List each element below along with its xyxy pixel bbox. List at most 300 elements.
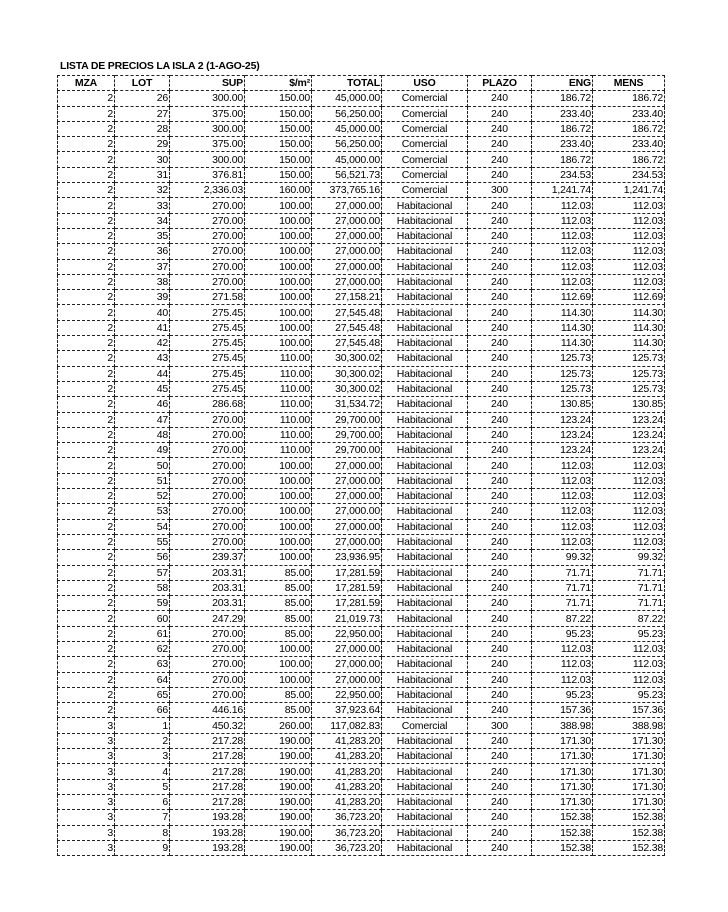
cell-plazo: 240 [468,366,532,381]
cell-mza: 2 [58,458,115,473]
cell-lot: 5 [115,779,170,794]
table-row [58,534,665,549]
cell-sup: 275.45 [170,366,245,381]
cell-total: 373,765.16 [312,183,382,198]
cell-total: 27,000.00 [312,657,382,672]
cell-sup: 270.00 [170,458,245,473]
cell-mens: 112.03 [593,672,665,687]
table-row [58,259,665,274]
cell-lot: 46 [115,397,170,412]
cell-eng: 114.30 [532,320,593,335]
cell-eng: 87.22 [532,611,593,626]
cell-mza: 2 [58,397,115,412]
cell-plazo: 240 [468,473,532,488]
cell-sup: 275.45 [170,381,245,396]
cell-total: 37,923.64 [312,703,382,718]
cell-plazo: 240 [468,320,532,335]
cell-price-per-m2: 190.00 [245,749,312,764]
cell-plazo: 240 [468,596,532,611]
cell-price-per-m2: 100.00 [245,290,312,305]
cell-lot: 53 [115,504,170,519]
cell-plazo: 240 [468,580,532,595]
cell-uso: Habitacional [382,443,468,458]
table-row [58,381,665,396]
cell-plazo: 240 [468,305,532,320]
cell-total: 30,300.02 [312,366,382,381]
cell-total: 17,281.59 [312,580,382,595]
cell-mens: 1,241.74 [593,183,665,198]
table-row [58,703,665,718]
cell-plazo: 240 [468,336,532,351]
cell-mens: 152.38 [593,840,665,855]
cell-eng: 123.24 [532,427,593,442]
cell-eng: 112.03 [532,473,593,488]
cell-uso: Habitacional [382,749,468,764]
cell-mens: 112.69 [593,290,665,305]
cell-price-per-m2: 150.00 [245,91,312,106]
cell-sup: 375.00 [170,137,245,152]
cell-mza: 2 [58,657,115,672]
cell-mens: 112.03 [593,519,665,534]
cell-uso: Habitacional [382,473,468,488]
table-row [58,427,665,442]
table-row [58,550,665,565]
cell-mens: 71.71 [593,565,665,580]
cell-price-per-m2: 100.00 [245,213,312,228]
cell-total: 30,300.02 [312,381,382,396]
cell-mens: 112.03 [593,228,665,243]
cell-total: 27,000.00 [312,473,382,488]
cell-mens: 123.24 [593,427,665,442]
cell-eng: 171.30 [532,733,593,748]
cell-lot: 33 [115,198,170,213]
cell-mens: 112.03 [593,489,665,504]
cell-mza: 3 [58,810,115,825]
cell-plazo: 240 [468,565,532,580]
cell-lot: 64 [115,672,170,687]
cell-plazo: 240 [468,427,532,442]
cell-price-per-m2: 150.00 [245,152,312,167]
cell-lot: 52 [115,489,170,504]
cell-mza: 2 [58,473,115,488]
cell-total: 36,723.20 [312,825,382,840]
cell-plazo: 240 [468,672,532,687]
table-row [58,183,665,198]
cell-eng: 112.03 [532,244,593,259]
cell-mens: 171.30 [593,779,665,794]
cell-sup: 300.00 [170,121,245,136]
cell-mens: 388.98 [593,718,665,733]
table-row [58,825,665,840]
cell-mza: 2 [58,290,115,305]
cell-mza: 2 [58,106,115,121]
cell-eng: 186.72 [532,152,593,167]
cell-uso: Habitacional [382,198,468,213]
cell-mza: 2 [58,244,115,259]
table-row [58,504,665,519]
table-row [58,641,665,656]
table-row [58,366,665,381]
cell-eng: 130.85 [532,397,593,412]
cell-sup: 270.00 [170,504,245,519]
cell-price-per-m2: 150.00 [245,121,312,136]
cell-eng: 112.03 [532,274,593,289]
cell-plazo: 240 [468,381,532,396]
cell-eng: 112.03 [532,534,593,549]
table-row [58,198,665,213]
cell-price-per-m2: 100.00 [245,198,312,213]
cell-sup: 275.45 [170,320,245,335]
cell-total: 27,545.48 [312,320,382,335]
cell-lot: 54 [115,519,170,534]
cell-eng: 114.30 [532,305,593,320]
cell-plazo: 240 [468,106,532,121]
cell-total: 36,723.20 [312,810,382,825]
cell-price-per-m2: 190.00 [245,733,312,748]
column-header-plazo: PLAZO [468,76,532,91]
cell-uso: Habitacional [382,351,468,366]
page-title: LISTA DE PRECIOS LA ISLA 2 (1-AGO-25) [60,60,260,72]
cell-mens: 99.32 [593,550,665,565]
cell-sup: 286.68 [170,397,245,412]
cell-uso: Comercial [382,106,468,121]
cell-total: 27,000.00 [312,534,382,549]
table-row [58,443,665,458]
cell-sup: 203.31 [170,580,245,595]
cell-uso: Habitacional [382,336,468,351]
cell-plazo: 240 [468,167,532,182]
cell-plazo: 240 [468,550,532,565]
cell-mza: 2 [58,213,115,228]
cell-lot: 8 [115,825,170,840]
cell-total: 45,000.00 [312,121,382,136]
cell-sup: 217.28 [170,764,245,779]
table-row [58,91,665,106]
cell-total: 22,950.00 [312,626,382,641]
cell-uso: Comercial [382,121,468,136]
cell-lot: 55 [115,534,170,549]
cell-lot: 26 [115,91,170,106]
cell-sup: 217.28 [170,779,245,794]
cell-plazo: 240 [468,657,532,672]
cell-mza: 2 [58,519,115,534]
cell-plazo: 240 [468,412,532,427]
cell-plazo: 240 [468,198,532,213]
cell-eng: 112.03 [532,641,593,656]
cell-eng: 112.03 [532,657,593,672]
cell-sup: 270.00 [170,687,245,702]
cell-lot: 29 [115,137,170,152]
cell-total: 56,250.00 [312,106,382,121]
cell-sup: 217.28 [170,794,245,809]
cell-price-per-m2: 85.00 [245,687,312,702]
cell-total: 27,000.00 [312,228,382,243]
cell-mza: 2 [58,121,115,136]
cell-plazo: 240 [468,489,532,504]
cell-total: 41,283.20 [312,794,382,809]
cell-lot: 6 [115,794,170,809]
cell-price-per-m2: 100.00 [245,305,312,320]
cell-total: 27,000.00 [312,504,382,519]
cell-uso: Habitacional [382,565,468,580]
cell-uso: Habitacional [382,687,468,702]
cell-mens: 171.30 [593,764,665,779]
cell-eng: 71.71 [532,596,593,611]
cell-lot: 42 [115,336,170,351]
cell-eng: 112.03 [532,519,593,534]
cell-sup: 193.28 [170,810,245,825]
cell-mza: 2 [58,259,115,274]
cell-price-per-m2: 85.00 [245,565,312,580]
cell-mens: 95.23 [593,626,665,641]
cell-eng: 171.30 [532,764,593,779]
cell-lot: 7 [115,810,170,825]
cell-eng: 95.23 [532,687,593,702]
cell-mens: 171.30 [593,733,665,748]
cell-uso: Habitacional [382,397,468,412]
cell-price-per-m2: 85.00 [245,596,312,611]
cell-price-per-m2: 190.00 [245,779,312,794]
price-list-table [57,75,665,856]
cell-lot: 31 [115,167,170,182]
table-row [58,596,665,611]
cell-uso: Comercial [382,183,468,198]
cell-uso: Habitacional [382,244,468,259]
cell-sup: 203.31 [170,596,245,611]
cell-plazo: 240 [468,764,532,779]
cell-uso: Habitacional [382,611,468,626]
table-row [58,121,665,136]
cell-mens: 186.72 [593,152,665,167]
cell-uso: Habitacional [382,489,468,504]
cell-mza: 3 [58,825,115,840]
column-header-mens: MENS [593,76,665,91]
cell-mza: 2 [58,228,115,243]
cell-uso: Habitacional [382,290,468,305]
cell-mza: 2 [58,351,115,366]
cell-total: 27,000.00 [312,244,382,259]
cell-price-per-m2: 85.00 [245,703,312,718]
cell-price-per-m2: 150.00 [245,137,312,152]
cell-plazo: 240 [468,825,532,840]
cell-mza: 2 [58,427,115,442]
cell-mens: 112.03 [593,198,665,213]
cell-sup: 275.45 [170,305,245,320]
cell-lot: 44 [115,366,170,381]
cell-total: 27,158.21 [312,290,382,305]
cell-price-per-m2: 100.00 [245,641,312,656]
cell-sup: 270.00 [170,274,245,289]
cell-mens: 234.53 [593,167,665,182]
cell-plazo: 240 [468,504,532,519]
cell-mens: 112.03 [593,458,665,473]
table-row [58,336,665,351]
table-row [58,794,665,809]
cell-mens: 186.72 [593,91,665,106]
cell-plazo: 240 [468,259,532,274]
cell-mens: 112.03 [593,274,665,289]
cell-plazo: 240 [468,458,532,473]
cell-plazo: 240 [468,641,532,656]
table-row [58,489,665,504]
cell-price-per-m2: 190.00 [245,810,312,825]
cell-sup: 270.00 [170,641,245,656]
cell-mens: 87.22 [593,611,665,626]
cell-mza: 2 [58,534,115,549]
table-row [58,611,665,626]
cell-total: 27,000.00 [312,198,382,213]
table-row [58,152,665,167]
cell-lot: 60 [115,611,170,626]
cell-price-per-m2: 150.00 [245,167,312,182]
cell-sup: 270.00 [170,412,245,427]
cell-mza: 2 [58,703,115,718]
table-row [58,779,665,794]
cell-uso: Habitacional [382,504,468,519]
cell-price-per-m2: 110.00 [245,381,312,396]
cell-mens: 112.03 [593,641,665,656]
cell-sup: 275.45 [170,336,245,351]
table-row [58,749,665,764]
table-row [58,672,665,687]
table-row [58,351,665,366]
cell-plazo: 240 [468,351,532,366]
cell-lot: 57 [115,565,170,580]
cell-mza: 3 [58,794,115,809]
cell-sup: 275.45 [170,351,245,366]
cell-total: 56,250.00 [312,137,382,152]
cell-mza: 2 [58,687,115,702]
cell-lot: 4 [115,764,170,779]
cell-mens: 171.30 [593,794,665,809]
cell-mza: 2 [58,611,115,626]
cell-total: 27,000.00 [312,489,382,504]
cell-mza: 2 [58,336,115,351]
cell-sup: 271.58 [170,290,245,305]
cell-uso: Habitacional [382,366,468,381]
cell-mens: 125.73 [593,381,665,396]
cell-eng: 234.53 [532,167,593,182]
cell-plazo: 240 [468,91,532,106]
cell-lot: 38 [115,274,170,289]
cell-lot: 34 [115,213,170,228]
cell-mens: 233.40 [593,106,665,121]
table-row [58,733,665,748]
cell-sup: 450.32 [170,718,245,733]
table-row [58,228,665,243]
cell-uso: Habitacional [382,427,468,442]
cell-total: 56,521.73 [312,167,382,182]
column-header-total: TOTAL [312,76,382,91]
table-row [58,580,665,595]
cell-lot: 2 [115,733,170,748]
cell-eng: 233.40 [532,106,593,121]
cell-price-per-m2: 100.00 [245,458,312,473]
column-header-mza: MZA [58,76,115,91]
cell-eng: 1,241.74 [532,183,593,198]
cell-lot: 37 [115,259,170,274]
cell-plazo: 240 [468,534,532,549]
cell-uso: Habitacional [382,550,468,565]
cell-plazo: 240 [468,626,532,641]
cell-mza: 2 [58,366,115,381]
cell-mza: 2 [58,580,115,595]
cell-total: 45,000.00 [312,152,382,167]
cell-price-per-m2: 110.00 [245,412,312,427]
cell-price-per-m2: 85.00 [245,580,312,595]
cell-uso: Comercial [382,137,468,152]
cell-price-per-m2: 110.00 [245,443,312,458]
cell-total: 30,300.02 [312,351,382,366]
cell-mza: 2 [58,412,115,427]
cell-eng: 171.30 [532,779,593,794]
cell-total: 45,000.00 [312,91,382,106]
cell-mens: 171.30 [593,749,665,764]
table-row [58,810,665,825]
column-header-sup: SUP [170,76,245,91]
cell-mens: 123.24 [593,443,665,458]
cell-mens: 112.03 [593,534,665,549]
cell-lot: 48 [115,427,170,442]
cell-mens: 112.03 [593,259,665,274]
cell-sup: 270.00 [170,473,245,488]
cell-lot: 30 [115,152,170,167]
cell-sup: 217.28 [170,749,245,764]
cell-plazo: 240 [468,121,532,136]
cell-plazo: 300 [468,183,532,198]
cell-eng: 112.03 [532,213,593,228]
cell-lot: 1 [115,718,170,733]
cell-mza: 3 [58,749,115,764]
cell-plazo: 240 [468,733,532,748]
table-row [58,473,665,488]
cell-eng: 125.73 [532,366,593,381]
cell-lot: 39 [115,290,170,305]
cell-uso: Habitacional [382,213,468,228]
cell-sup: 270.00 [170,244,245,259]
cell-total: 21,019.73 [312,611,382,626]
cell-sup: 193.28 [170,825,245,840]
cell-lot: 36 [115,244,170,259]
cell-sup: 247.29 [170,611,245,626]
cell-eng: 152.38 [532,825,593,840]
cell-plazo: 240 [468,228,532,243]
cell-uso: Habitacional [382,320,468,335]
cell-uso: Habitacional [382,779,468,794]
cell-mza: 2 [58,320,115,335]
cell-uso: Habitacional [382,810,468,825]
cell-mza: 2 [58,183,115,198]
cell-plazo: 240 [468,794,532,809]
cell-sup: 300.00 [170,152,245,167]
cell-mens: 130.85 [593,397,665,412]
cell-plazo: 240 [468,749,532,764]
cell-eng: 186.72 [532,121,593,136]
cell-mza: 3 [58,718,115,733]
cell-eng: 152.38 [532,810,593,825]
table-row [58,764,665,779]
cell-eng: 112.03 [532,198,593,213]
cell-mens: 112.03 [593,213,665,228]
table-row [58,718,665,733]
cell-eng: 233.40 [532,137,593,152]
column-header-lot: LOT [115,76,170,91]
cell-plazo: 240 [468,611,532,626]
cell-uso: Habitacional [382,412,468,427]
cell-uso: Habitacional [382,641,468,656]
cell-mens: 112.03 [593,657,665,672]
cell-total: 41,283.20 [312,749,382,764]
